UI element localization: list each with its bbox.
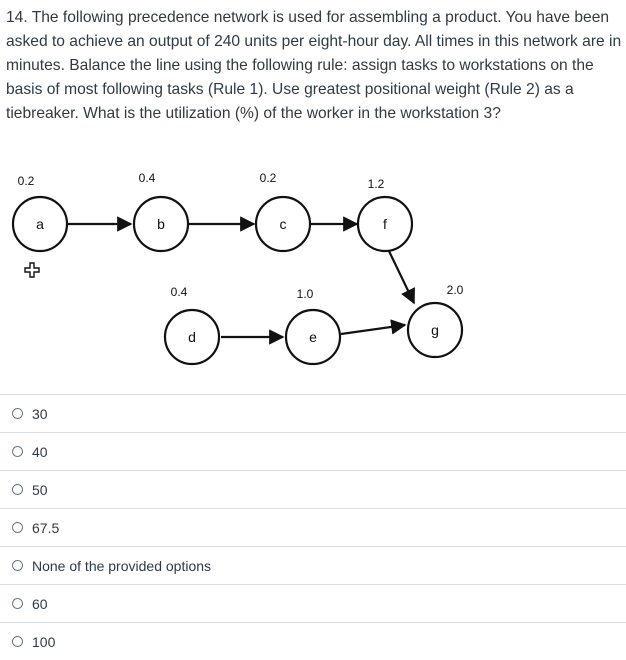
option-label: 100 [32, 633, 56, 650]
node-f-time: 1.2 [367, 177, 385, 191]
option-40[interactable] [0, 432, 626, 470]
answer-options [0, 394, 626, 660]
option-label: 60 [32, 595, 48, 612]
node-b [134, 197, 188, 251]
node-f [358, 197, 412, 251]
node-e [286, 310, 340, 364]
node-e-label: e [309, 329, 317, 345]
option-label: 67.5 [32, 519, 60, 536]
option-100[interactable] [0, 622, 626, 660]
node-c-label: c [279, 216, 287, 232]
radio-button[interactable] [12, 560, 23, 571]
move-cursor-icon [25, 263, 39, 277]
radio-button[interactable] [12, 598, 23, 609]
radio-button[interactable] [12, 408, 23, 419]
node-f-label: f [383, 216, 387, 232]
node-e-time: 1.0 [296, 287, 314, 301]
option-30[interactable] [0, 394, 626, 432]
option-label: 50 [32, 481, 48, 498]
option-none[interactable] [0, 546, 626, 584]
option-label: 30 [32, 405, 48, 422]
radio-button[interactable] [12, 446, 23, 457]
option-50[interactable] [0, 470, 626, 508]
radio-button[interactable] [12, 522, 23, 533]
node-g-time: 2.0 [446, 283, 464, 297]
node-g [408, 303, 462, 357]
precedence-network [0, 160, 626, 390]
question-text: 14. The following precedence network is used for assembling a product. You have been asked to achieve an output of 240 units per eight-hour day. All times in this network are in minutes. Balance the line using the following rule: assign tasks to workstations on the basis of most following tasks (Rule 1). Use greatest positional weight (Rule 2) as a tiebreaker. What is the utilization (%) of the worker in the workstation 3? [6, 9, 622, 122]
node-c-time: 0.2 [259, 171, 277, 185]
node-d-label: d [188, 329, 196, 345]
edge-e-g [341, 325, 405, 334]
node-b-label: b [157, 216, 165, 232]
option-label: 40 [32, 443, 48, 460]
edge-f-g [388, 249, 414, 303]
node-g-label: g [431, 322, 439, 338]
radio-button[interactable] [12, 484, 23, 495]
node-c [256, 197, 310, 251]
option-label: None of the provided options [32, 557, 212, 574]
radio-button[interactable] [12, 636, 23, 647]
node-a-time: 0.2 [17, 174, 35, 188]
node-a [13, 197, 67, 251]
option-60[interactable] [0, 584, 626, 622]
option-67-5[interactable] [0, 508, 626, 546]
node-d [165, 310, 219, 364]
node-d-time: 0.4 [170, 285, 188, 299]
node-b-time: 0.4 [138, 171, 156, 185]
node-a-label: a [36, 216, 44, 232]
